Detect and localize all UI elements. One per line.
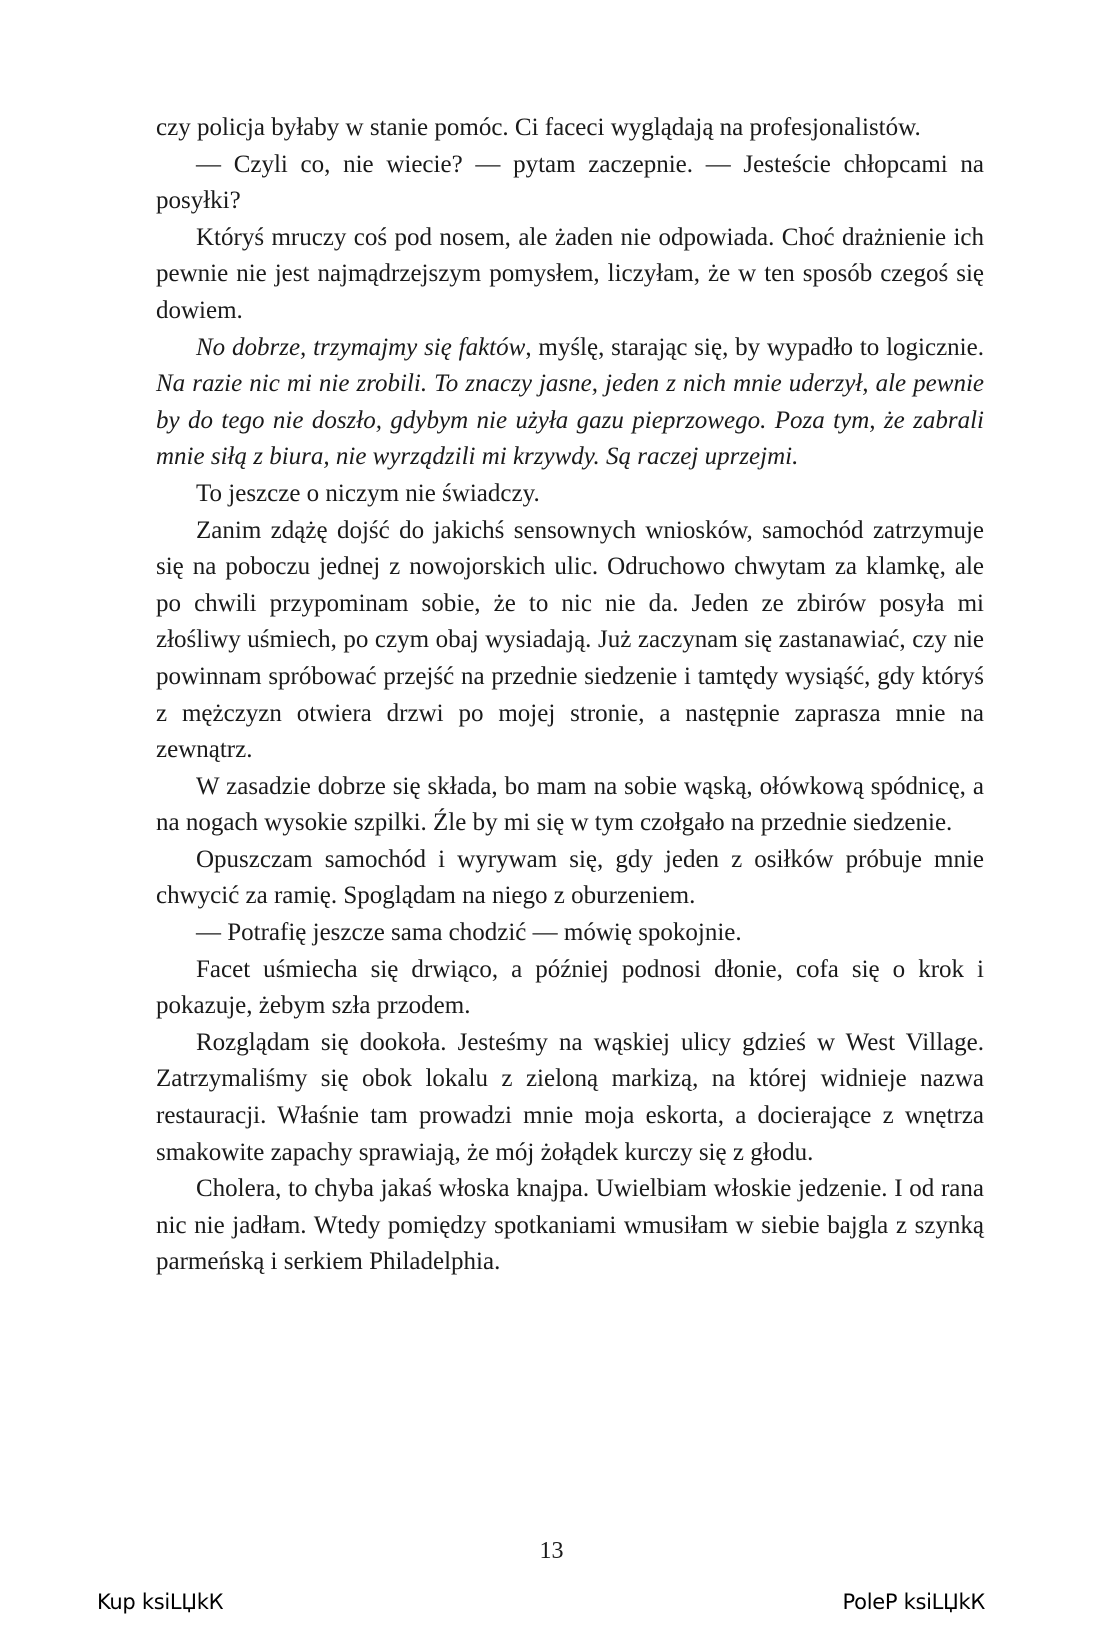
paragraph [156, 330, 984, 476]
text-run: Któryś mruczy coś pod nosem, ale żaden nie odpowiada. Choć drażnienie ich pewnie nie jest najmądrzejszym pomysłem, liczyłam, że w ten sposób czegoś się dowiem. [156, 223, 984, 324]
paragraph [156, 952, 984, 1025]
paragraph [156, 513, 984, 769]
paragraph [156, 1025, 984, 1171]
paragraph [156, 769, 984, 842]
page-number: 13 [539, 1538, 564, 1564]
text-run: — Potrafię jeszcze sama chodzić — mówię spokojnie. [196, 919, 742, 947]
paragraph [156, 1171, 984, 1281]
text-run: czy policja byłaby w stanie pomóc. Ci faceci wyglądają na profesjonalistów. [156, 114, 921, 141]
recommend-book-link[interactable]: PoleР ksiLЏkК [842, 1590, 985, 1614]
text-run: Facet uśmiecha się drwiąco, a później podnosi dłonie, cofa się o krok i pokazuje, żebym szła przodem. [156, 955, 984, 1020]
italic-text: Na razie nic mi nie zrobili. To znaczy jasne, jeden z nich mnie uderzył, ale pewnie by do tego nie doszło, gdybym nie użyła gazu pieprzowego. Poza tym, że zabrali mnie siłą z biura, nie wyrządzili mi krzywdy. Są raczej uprzejmi. [156, 370, 984, 471]
text-run: Zanim zdążę dojść do jakichś sensownych wniosków, samochód zatrzymuje się na poboczu jednej z nowojorskich ulic. Odruchowo chwytam za klamkę, ale po chwili przypominam sobie, że to nic nie da. Jeden ze zbirów posyła mi złośliwy uśmiech, po czym obaj wysiadają. Już zaczynam się zastanawiać, czy nie powinnam spróbować przejść na przednie siedzenie i tamtędy wysiąść, gdy któryś z mężczyzn otwiera drzwi po mojej stronie, a następnie zaprasza mnie na zewnątrz. [156, 516, 984, 764]
text-run: — Czyli co, nie wiecie? — pytam zaczepnie. — Jesteście chłopcami na posyłki? [156, 150, 984, 215]
buy-book-link[interactable]: Kup ksiLЏkК [97, 1590, 224, 1614]
italic-text: No dobrze, trzymajmy się faktów [196, 333, 526, 361]
paragraph [156, 220, 984, 330]
paragraph [156, 476, 984, 513]
text-run: Rozglądam się dookoła. Jesteśmy na wąskiej ulicy gdzieś w West Village. Zatrzymaliśmy się obok lokalu z zieloną markizą, na której widnieje nazwa restauracji. Właśnie tam prowadzi mnie moja eskorta, a docierające z wnętrza smakowite zapachy sprawiają, że mój żołądek kurczy się z głodu. [156, 1028, 984, 1166]
paragraph [156, 110, 984, 147]
paragraph [156, 915, 984, 952]
text-run: Cholera, to chyba jakaś włoska knajpa. Uwielbiam włoskie jedzenie. I od rana nic nie jadłam. Wtedy pomiędzy spotkaniami wmusiłam w siebie bajgla z szynką parmeńską i serkiem Philadelphia. [156, 1175, 984, 1276]
paragraph [156, 842, 984, 915]
body-text [156, 110, 984, 1281]
text-run: , myślę, starając się, by wypadło to logicznie. [525, 333, 984, 361]
paragraph [156, 147, 984, 220]
text-run: W zasadzie dobrze się składa, bo mam na sobie wąską, ołówkową spódnicę, a na nogach wysokie szpilki. Źle by mi się w tym czołgało na przednie siedzenie. [156, 772, 984, 837]
text-run: Opuszczam samochód i wyrywam się, gdy jeden z osiłków próbuje mnie chwycić za ramię. Spoglądam na niego z oburzeniem. [156, 845, 984, 910]
text-run: To jeszcze o niczym nie świadczy. [196, 479, 540, 507]
